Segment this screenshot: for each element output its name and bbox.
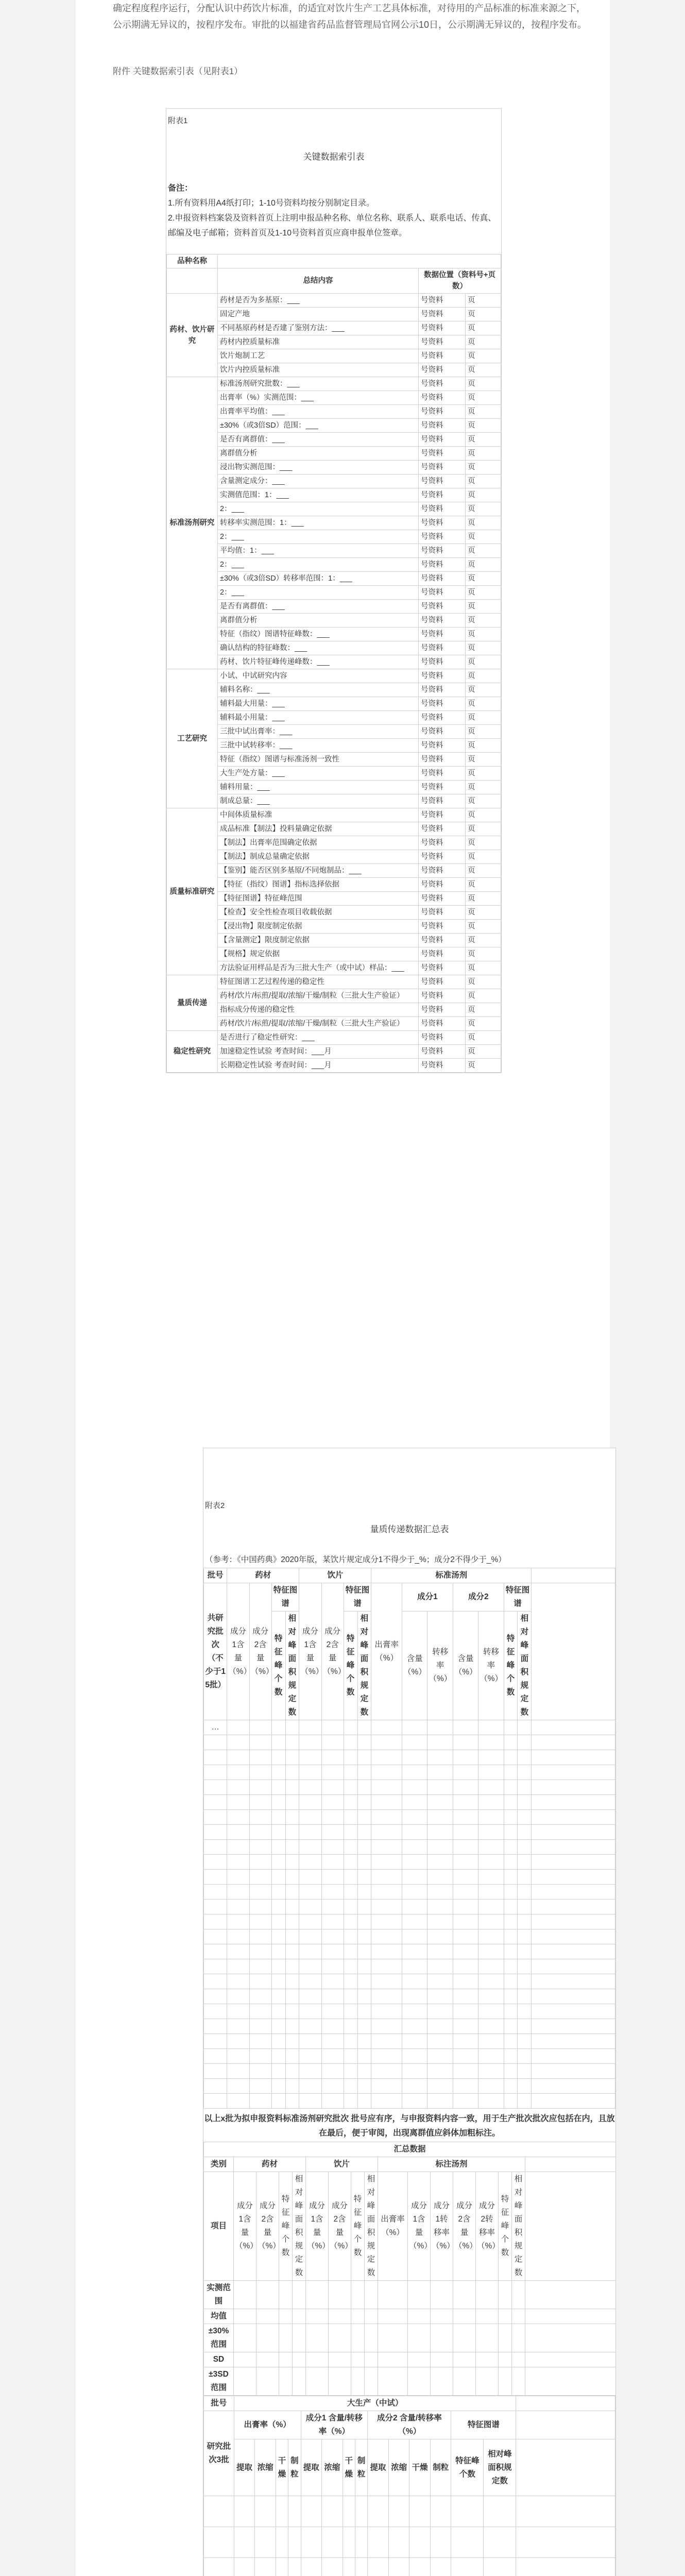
s-fs1: 特征峰个数 [279, 2172, 293, 2281]
content-cell: 2：___ [218, 586, 419, 600]
p-zl1: 制粒 [288, 2439, 301, 2496]
h-yinpian: 饮片 [299, 1568, 371, 1583]
location-cell[interactable]: 号资料 [419, 628, 466, 641]
page-cell[interactable]: 页 [466, 683, 501, 697]
row-30: ±30%范围 [204, 2324, 234, 2352]
p-tiqu1: 提取 [234, 2439, 255, 2496]
content-cell: 药材/饮片/标煎/提取/浓缩/干燥/制粒（三批大生产验证） [218, 1017, 419, 1031]
s-c1c: 成分1含量（%） [408, 2172, 431, 2281]
location-cell[interactable]: 号资料 [419, 502, 466, 516]
content-cell: 饮片炮制工艺 [218, 349, 419, 363]
page-cell[interactable]: 页 [466, 294, 501, 308]
attachment-title: 附件 关键数据索引表（见附表1） [113, 66, 243, 76]
page-cell[interactable]: 页 [466, 1003, 501, 1017]
p-tiqu2: 提取 [301, 2439, 322, 2496]
page-cell[interactable]: 页 [466, 530, 501, 544]
location-cell[interactable]: 号资料 [419, 1045, 466, 1059]
location-cell[interactable]: 号资料 [419, 321, 466, 335]
content-cell: 辅料最大用量：___ [218, 697, 419, 711]
page-cell[interactable]: 页 [466, 1045, 501, 1059]
h-xd1: 相对峰面积规定数 [285, 1612, 299, 1720]
index-table [166, 254, 501, 1073]
content-cell: 三批中试出膏率：___ [218, 725, 419, 739]
content-cell: 是否有离群值：___ [218, 433, 419, 447]
row-3sd: ±3SD范围 [204, 2367, 234, 2396]
content-cell: 方法验证用样品是否为三批大生产（或中试）样品：___ [218, 961, 419, 975]
page-cell[interactable]: 页 [466, 349, 501, 363]
p-gz2: 干燥 [342, 2439, 355, 2496]
s-chugao: 出膏率（%） [378, 2172, 408, 2281]
content-cell: 浸出物实测范围：___ [218, 461, 419, 474]
page-cell[interactable]: 页 [466, 544, 501, 558]
h-hl2: 含量（%） [453, 1612, 478, 1720]
note-2: 2.申报资料档案袋及资料首页上注明申报品种名称、单位名称、联系人、联系电话、传真、邮编及电子邮箱；资料首页及1-10号资料首页应商申报单位签章。 [168, 214, 496, 238]
location-cell[interactable]: 号资料 [419, 363, 466, 377]
form2-label: 附表2 [205, 1501, 225, 1510]
content-cell: 实测值范围：1：___ [218, 488, 419, 502]
p-ns3: 浓缩 [388, 2439, 409, 2496]
location-cell[interactable]: 号资料 [419, 1017, 466, 1031]
content-cell: 【制法】出膏率范围确定依据 [218, 836, 419, 850]
form1-label: 附表1 [168, 116, 188, 125]
location-cell[interactable]: 号资料 [419, 892, 466, 906]
p-ns1: 浓缩 [255, 2439, 276, 2496]
summary-title: 汇总数据 [204, 2142, 616, 2157]
location-cell[interactable]: 号资料 [419, 600, 466, 614]
p-tiqu3: 提取 [368, 2439, 389, 2496]
production-table [203, 2396, 615, 2576]
batch-data-table [203, 1568, 615, 2109]
location-cell[interactable]: 号资料 [419, 697, 466, 711]
content-cell: 【浸出物】限度制定依据 [218, 920, 419, 934]
location-cell[interactable]: 号资料 [419, 975, 466, 989]
s-c2: 成分2含量（%） [256, 2172, 279, 2281]
col-location: 数据位置（资料号+页数） [419, 268, 501, 294]
h-zy2: 转移率（%） [478, 1612, 504, 1720]
location-cell[interactable]: 号资料 [419, 544, 466, 558]
s-c2b: 成分2含量（%） [329, 2172, 351, 2281]
content-cell: 2：___ [218, 530, 419, 544]
p-zl2: 制粒 [355, 2439, 367, 2496]
content-cell: 药材/饮片/标煎/提取/浓缩/干燥/制粒（三批大生产验证） [218, 989, 419, 1003]
location-cell[interactable]: 号资料 [419, 850, 466, 864]
h-yaocai-2: 药材 [234, 2157, 306, 2172]
page-cell[interactable]: 页 [466, 864, 501, 878]
location-cell[interactable]: 号资料 [419, 878, 466, 892]
location-cell[interactable]: 号资料 [419, 864, 466, 878]
content-cell: 是否进行了稳定性研究：___ [218, 1031, 419, 1045]
row-sd: SD [204, 2352, 234, 2367]
page-cell[interactable]: 页 [466, 989, 501, 1003]
h-tzb: 特征图谱 [344, 1583, 371, 1612]
content-cell: 含量测定成分：___ [218, 474, 419, 488]
p-xd: 相对峰面积规定数 [484, 2439, 516, 2496]
page-cell[interactable]: 页 [466, 739, 501, 753]
location-cell[interactable]: 号资料 [419, 822, 466, 836]
content-cell: 【制法】制成总量确定依据 [218, 850, 419, 864]
content-cell: 特征（指纹）图谱与标准汤剂一致性 [218, 753, 419, 767]
page-cell[interactable]: 页 [466, 391, 501, 405]
page-cell[interactable]: 页 [466, 697, 501, 711]
s-c2c: 成分2含量（%） [453, 2172, 476, 2281]
h-chugao-3: 出膏率（%） [234, 2411, 301, 2439]
location-cell[interactable]: 号资料 [419, 349, 466, 363]
h-leibie: 类别 [204, 2157, 234, 2172]
location-cell[interactable]: 号资料 [419, 683, 466, 697]
h-yinpian-2: 饮片 [306, 2157, 378, 2172]
page-cell[interactable]: 页 [466, 335, 501, 349]
location-cell[interactable]: 号资料 [419, 558, 466, 572]
location-cell[interactable]: 号资料 [419, 377, 466, 391]
page-cell[interactable]: 页 [466, 920, 501, 934]
content-cell: 2：___ [218, 502, 419, 516]
page-cell[interactable]: 页 [466, 572, 501, 586]
location-cell[interactable]: 号资料 [419, 767, 466, 781]
page-cell[interactable]: 页 [466, 822, 501, 836]
location-cell[interactable]: 号资料 [419, 308, 466, 321]
content-cell: 药材、饮片特征峰传递峰数：___ [218, 655, 419, 669]
page-cell[interactable]: 页 [466, 502, 501, 516]
page-cell[interactable]: 页 [466, 781, 501, 794]
variety-name-label: 品种名称 [167, 255, 218, 268]
content-cell: 药材是否为多基原：___ [218, 294, 419, 308]
location-cell[interactable]: 号资料 [419, 781, 466, 794]
content-cell: 离群值分析 [218, 614, 419, 628]
page-cell[interactable]: 页 [466, 1017, 501, 1031]
s-xd1: 相对峰面积规定数 [293, 2172, 306, 2281]
h-cf2hz: 成分2 含量/转移率（%） [368, 2411, 451, 2439]
content-cell: 药材内控质量标准 [218, 335, 419, 349]
page-cell[interactable]: 页 [466, 586, 501, 600]
page-cell[interactable]: 页 [466, 433, 501, 447]
page-cell[interactable]: 页 [466, 419, 501, 433]
intro-paragraph: 确定程度程序运行，分配认识中药饮片标准，的适宜对饮片生产工艺具体标准，对待用的产品标准的标准来源之下，公示期满无异议的，按程序发布。审批的以福建省药品监督管理局官网公示10日，公示期满无异议的，按程序发布。 [113, 3, 587, 30]
content-cell: 制成总量：___ [218, 794, 419, 808]
h-fs1: 特征峰个数 [271, 1612, 285, 1720]
h-cf1: 成分1 [402, 1583, 453, 1612]
batch-note: 以上x批为拟申报资料标准汤剂研究批次 批号应有序，与申报资料内容一致，用于生产批次批次应包括在内，且放在最后，便于审阅，出现离群值应斜体加粗标注。 [204, 2114, 615, 2138]
page-cell[interactable]: 页 [466, 947, 501, 961]
h-tz: 特征图谱 [271, 1583, 299, 1612]
content-cell: 出膏率（%）实测范围：___ [218, 391, 419, 405]
h-c2b: 成分2含量（%） [321, 1583, 344, 1720]
form2-title: 量质传递数据汇总表 [370, 1524, 449, 1534]
page-cell[interactable]: 页 [466, 1059, 501, 1073]
index-row [167, 669, 501, 683]
content-cell: 【特征（指纹）图谱】指标选择依据 [218, 878, 419, 892]
page-cell[interactable]: 页 [466, 488, 501, 502]
location-cell[interactable]: 号资料 [419, 947, 466, 961]
h-hl1: 含量（%） [402, 1612, 427, 1720]
h-tz-3: 特征图谱 [451, 2411, 516, 2439]
location-cell[interactable]: 号资料 [419, 586, 466, 600]
category-cell: 量质传递 [167, 975, 218, 1031]
page-cell[interactable]: 页 [466, 794, 501, 808]
s-fs2: 特征峰个数 [351, 2172, 365, 2281]
variety-name-value[interactable] [218, 255, 501, 268]
note-1: 1.所有资料用A4纸打印；1-10号资料均按分别制定目录。 [168, 199, 374, 208]
location-cell[interactable]: 号资料 [419, 711, 466, 725]
h-xd2: 相对峰面积规定数 [357, 1612, 371, 1720]
location-cell[interactable]: 号资料 [419, 961, 466, 975]
index-row [167, 808, 501, 822]
content-cell: ±30%（或3倍SD）范围：___ [218, 419, 419, 433]
h-batch-3: 批号 [204, 2396, 234, 2411]
s-fs3: 特征峰个数 [499, 2172, 512, 2281]
h-gongyan: 共研究批次（不少于15批） [204, 1583, 227, 1720]
location-cell[interactable]: 号资料 [419, 669, 466, 683]
location-cell[interactable]: 号资料 [419, 1031, 466, 1045]
location-cell[interactable]: 号资料 [419, 433, 466, 447]
page-cell[interactable]: 页 [466, 906, 501, 920]
form2-note: （参考：《中国药典》2020年版，某饮片规定成分1不得少于_%；成分2不得少于_%） [205, 1555, 506, 1564]
content-cell: 2：___ [218, 558, 419, 572]
h-yanjiu3: 研究批次3批 [204, 2411, 234, 2496]
content-cell: 辅料最小用量：___ [218, 711, 419, 725]
h-dashengchan: 大生产（中试） [234, 2396, 516, 2411]
content-cell: 【检查】安全性检查项目收载依据 [218, 906, 419, 920]
h-c2: 成分2含量（%） [249, 1583, 271, 1720]
p-gz3: 干燥 [409, 2439, 431, 2496]
page-cell[interactable]: 页 [466, 1031, 501, 1045]
location-cell[interactable]: 号资料 [419, 405, 466, 419]
content-cell: 加速稳定性试验 考查时间：___月 [218, 1045, 419, 1059]
page-cell[interactable]: 页 [466, 628, 501, 641]
form1-title: 关键数据索引表 [303, 152, 365, 162]
page-cell[interactable]: 页 [466, 975, 501, 989]
content-cell: 平均值：1：___ [218, 544, 419, 558]
page-cell[interactable]: 页 [466, 405, 501, 419]
category-cell: 工艺研究 [167, 669, 218, 808]
content-cell: 离群值分析 [218, 447, 419, 461]
page-cell[interactable]: 页 [466, 655, 501, 669]
summary-table [203, 2142, 616, 2396]
content-cell: 辅料名称：___ [218, 683, 419, 697]
location-cell[interactable]: 号资料 [419, 294, 466, 308]
content-cell: 是否有离群值：___ [218, 600, 419, 614]
ellipsis-cell: … [204, 1720, 227, 1735]
content-cell: 【规格】规定依据 [218, 947, 419, 961]
page-cell[interactable]: 页 [466, 474, 501, 488]
content-cell: 长期稳定性试验 考查时间：___月 [218, 1059, 419, 1073]
content-cell: 三批中试转移率：___ [218, 739, 419, 753]
page-cell[interactable]: 页 [466, 308, 501, 321]
page-cell[interactable]: 页 [466, 961, 501, 975]
location-cell[interactable]: 号资料 [419, 920, 466, 934]
content-cell: 中间体质量标准 [218, 808, 419, 822]
s-z2: 成分2转移率（%） [476, 2172, 499, 2281]
row-shice: 实测范围 [204, 2281, 234, 2309]
index-row [167, 294, 501, 308]
index-row [167, 1031, 501, 1045]
location-cell[interactable]: 号资料 [419, 906, 466, 920]
location-cell[interactable]: 号资料 [419, 474, 466, 488]
content-cell: 标准汤剂研究批数：___ [218, 377, 419, 391]
location-cell[interactable]: 号资料 [419, 934, 466, 947]
page-cell[interactable]: 页 [466, 447, 501, 461]
p-geshu: 特征峰个数 [451, 2439, 484, 2496]
location-cell[interactable]: 号资料 [419, 530, 466, 544]
location-cell[interactable]: 号资料 [419, 739, 466, 753]
page-cell[interactable]: 页 [466, 600, 501, 614]
location-cell[interactable]: 号资料 [419, 488, 466, 502]
key-data-index-form [166, 108, 502, 1073]
page-cell[interactable]: 页 [466, 669, 501, 683]
location-cell[interactable]: 号资料 [419, 516, 466, 530]
content-cell: ±30%（或3倍SD）转移率范围：1：___ [218, 572, 419, 586]
h-batch: 批号 [204, 1568, 227, 1583]
location-cell[interactable]: 号资料 [419, 419, 466, 433]
document-page [76, 0, 615, 2576]
page-cell[interactable]: 页 [466, 808, 501, 822]
h-tzc: 特征图谱 [504, 1583, 532, 1612]
page-cell[interactable]: 页 [466, 711, 501, 725]
h-fs2: 特征峰个数 [344, 1612, 357, 1720]
content-cell: 【含量测定】限度制定依据 [218, 934, 419, 947]
page-cell[interactable]: 页 [466, 934, 501, 947]
location-cell[interactable]: 号资料 [419, 1003, 466, 1017]
content-cell: 辅料用量：___ [218, 781, 419, 794]
index-row [167, 377, 501, 391]
location-cell[interactable]: 号资料 [419, 836, 466, 850]
quality-transfer-form [203, 1448, 616, 2576]
h-biaozhun: 标准汤剂 [371, 1568, 532, 1583]
h-fs3: 特征峰个数 [504, 1612, 518, 1720]
location-cell[interactable]: 号资料 [419, 461, 466, 474]
category-cell: 质量标准研究 [167, 808, 218, 975]
page-cell[interactable]: 页 [466, 363, 501, 377]
form1-notes [166, 181, 501, 241]
location-cell[interactable]: 号资料 [419, 641, 466, 655]
index-row [167, 975, 501, 989]
p-ns2: 浓缩 [322, 2439, 343, 2496]
page-cell[interactable]: 页 [466, 558, 501, 572]
page-cell[interactable]: 页 [466, 753, 501, 767]
location-cell[interactable]: 号资料 [419, 725, 466, 739]
location-cell[interactable]: 号资料 [419, 447, 466, 461]
page-cell[interactable]: 页 [466, 836, 501, 850]
h-c1b: 成分1含量（%） [299, 1583, 321, 1720]
location-cell[interactable]: 号资料 [419, 572, 466, 586]
page-cell[interactable]: 页 [466, 767, 501, 781]
content-cell: 确认结构的特征峰数：___ [218, 641, 419, 655]
content-cell: 饮片内控质量标准 [218, 363, 419, 377]
col-content: 总结内容 [218, 268, 419, 294]
h-yaocai: 药材 [227, 1568, 299, 1583]
content-cell: 成品标准【制法】投料量确定依据 [218, 822, 419, 836]
location-cell[interactable]: 号资料 [419, 808, 466, 822]
location-cell[interactable]: 号资料 [419, 1059, 466, 1073]
s-xd3: 相对峰面积规定数 [512, 2172, 525, 2281]
page-cell[interactable]: 页 [466, 641, 501, 655]
note-title: 备注： [168, 184, 193, 193]
content-cell: 特征（指纹）图谱特征峰数：___ [218, 628, 419, 641]
page-cell[interactable]: 页 [466, 614, 501, 628]
content-cell: 固定产地 [218, 308, 419, 321]
h-chugao: 出膏率（%） [371, 1583, 402, 1720]
category-cell: 药材、饮片研究 [167, 294, 218, 377]
content-cell: 大生产处方量：___ [218, 767, 419, 781]
h-zy1: 转移率（%） [427, 1612, 453, 1720]
h-cf2: 成分2 [453, 1583, 504, 1612]
category-cell: 稳定性研究 [167, 1031, 218, 1073]
page-cell[interactable]: 页 [466, 321, 501, 335]
page-cell[interactable]: 页 [466, 892, 501, 906]
content-cell: 出膏率平均值：___ [218, 405, 419, 419]
location-cell[interactable]: 号资料 [419, 614, 466, 628]
h-biaozhutang: 标注汤剂 [378, 2157, 525, 2172]
page-cell[interactable]: 页 [466, 377, 501, 391]
s-z1: 成分1转移率（%） [431, 2172, 453, 2281]
location-cell[interactable]: 号资料 [419, 753, 466, 767]
h-xd3: 相对峰面积规定数 [518, 1612, 532, 1720]
s-c1b: 成分1含量（%） [306, 2172, 329, 2281]
location-cell[interactable]: 号资料 [419, 989, 466, 1003]
content-cell: 转移率实测范围：1：___ [218, 516, 419, 530]
h-xiangmu: 项目 [204, 2172, 234, 2281]
location-cell[interactable]: 号资料 [419, 335, 466, 349]
content-cell: 【鉴别】能否区别多基原/不同炮制品：___ [218, 864, 419, 878]
location-cell[interactable]: 号资料 [419, 391, 466, 405]
page-cell[interactable]: 页 [466, 516, 501, 530]
page-cell[interactable]: 页 [466, 878, 501, 892]
page-cell[interactable]: 页 [466, 850, 501, 864]
content-cell: 小试、中试研究内容 [218, 669, 419, 683]
h-cf1hz: 成分1 含量/转移率（%） [301, 2411, 368, 2439]
row-junzhi: 均值 [204, 2309, 234, 2324]
category-cell: 标准汤剂研究 [167, 377, 218, 669]
page-cell[interactable]: 页 [466, 461, 501, 474]
content-cell: 【特征图谱】特征峰范围 [218, 892, 419, 906]
p-gz1: 干燥 [276, 2439, 288, 2496]
s-c1: 成分1含量（%） [234, 2172, 256, 2281]
content-cell: 特征图谱工艺过程传递的稳定性 [218, 975, 419, 989]
location-cell[interactable]: 号资料 [419, 794, 466, 808]
p-zl3: 制粒 [430, 2439, 451, 2496]
content-cell: 指标成分传递的稳定性 [218, 1003, 419, 1017]
h-c1: 成分1含量（%） [227, 1583, 249, 1720]
s-xd2: 相对峰面积规定数 [365, 2172, 378, 2281]
page-cell[interactable]: 页 [466, 725, 501, 739]
location-cell[interactable]: 号资料 [419, 655, 466, 669]
content-cell: 不同基原药材是否建了鉴别方法：___ [218, 321, 419, 335]
